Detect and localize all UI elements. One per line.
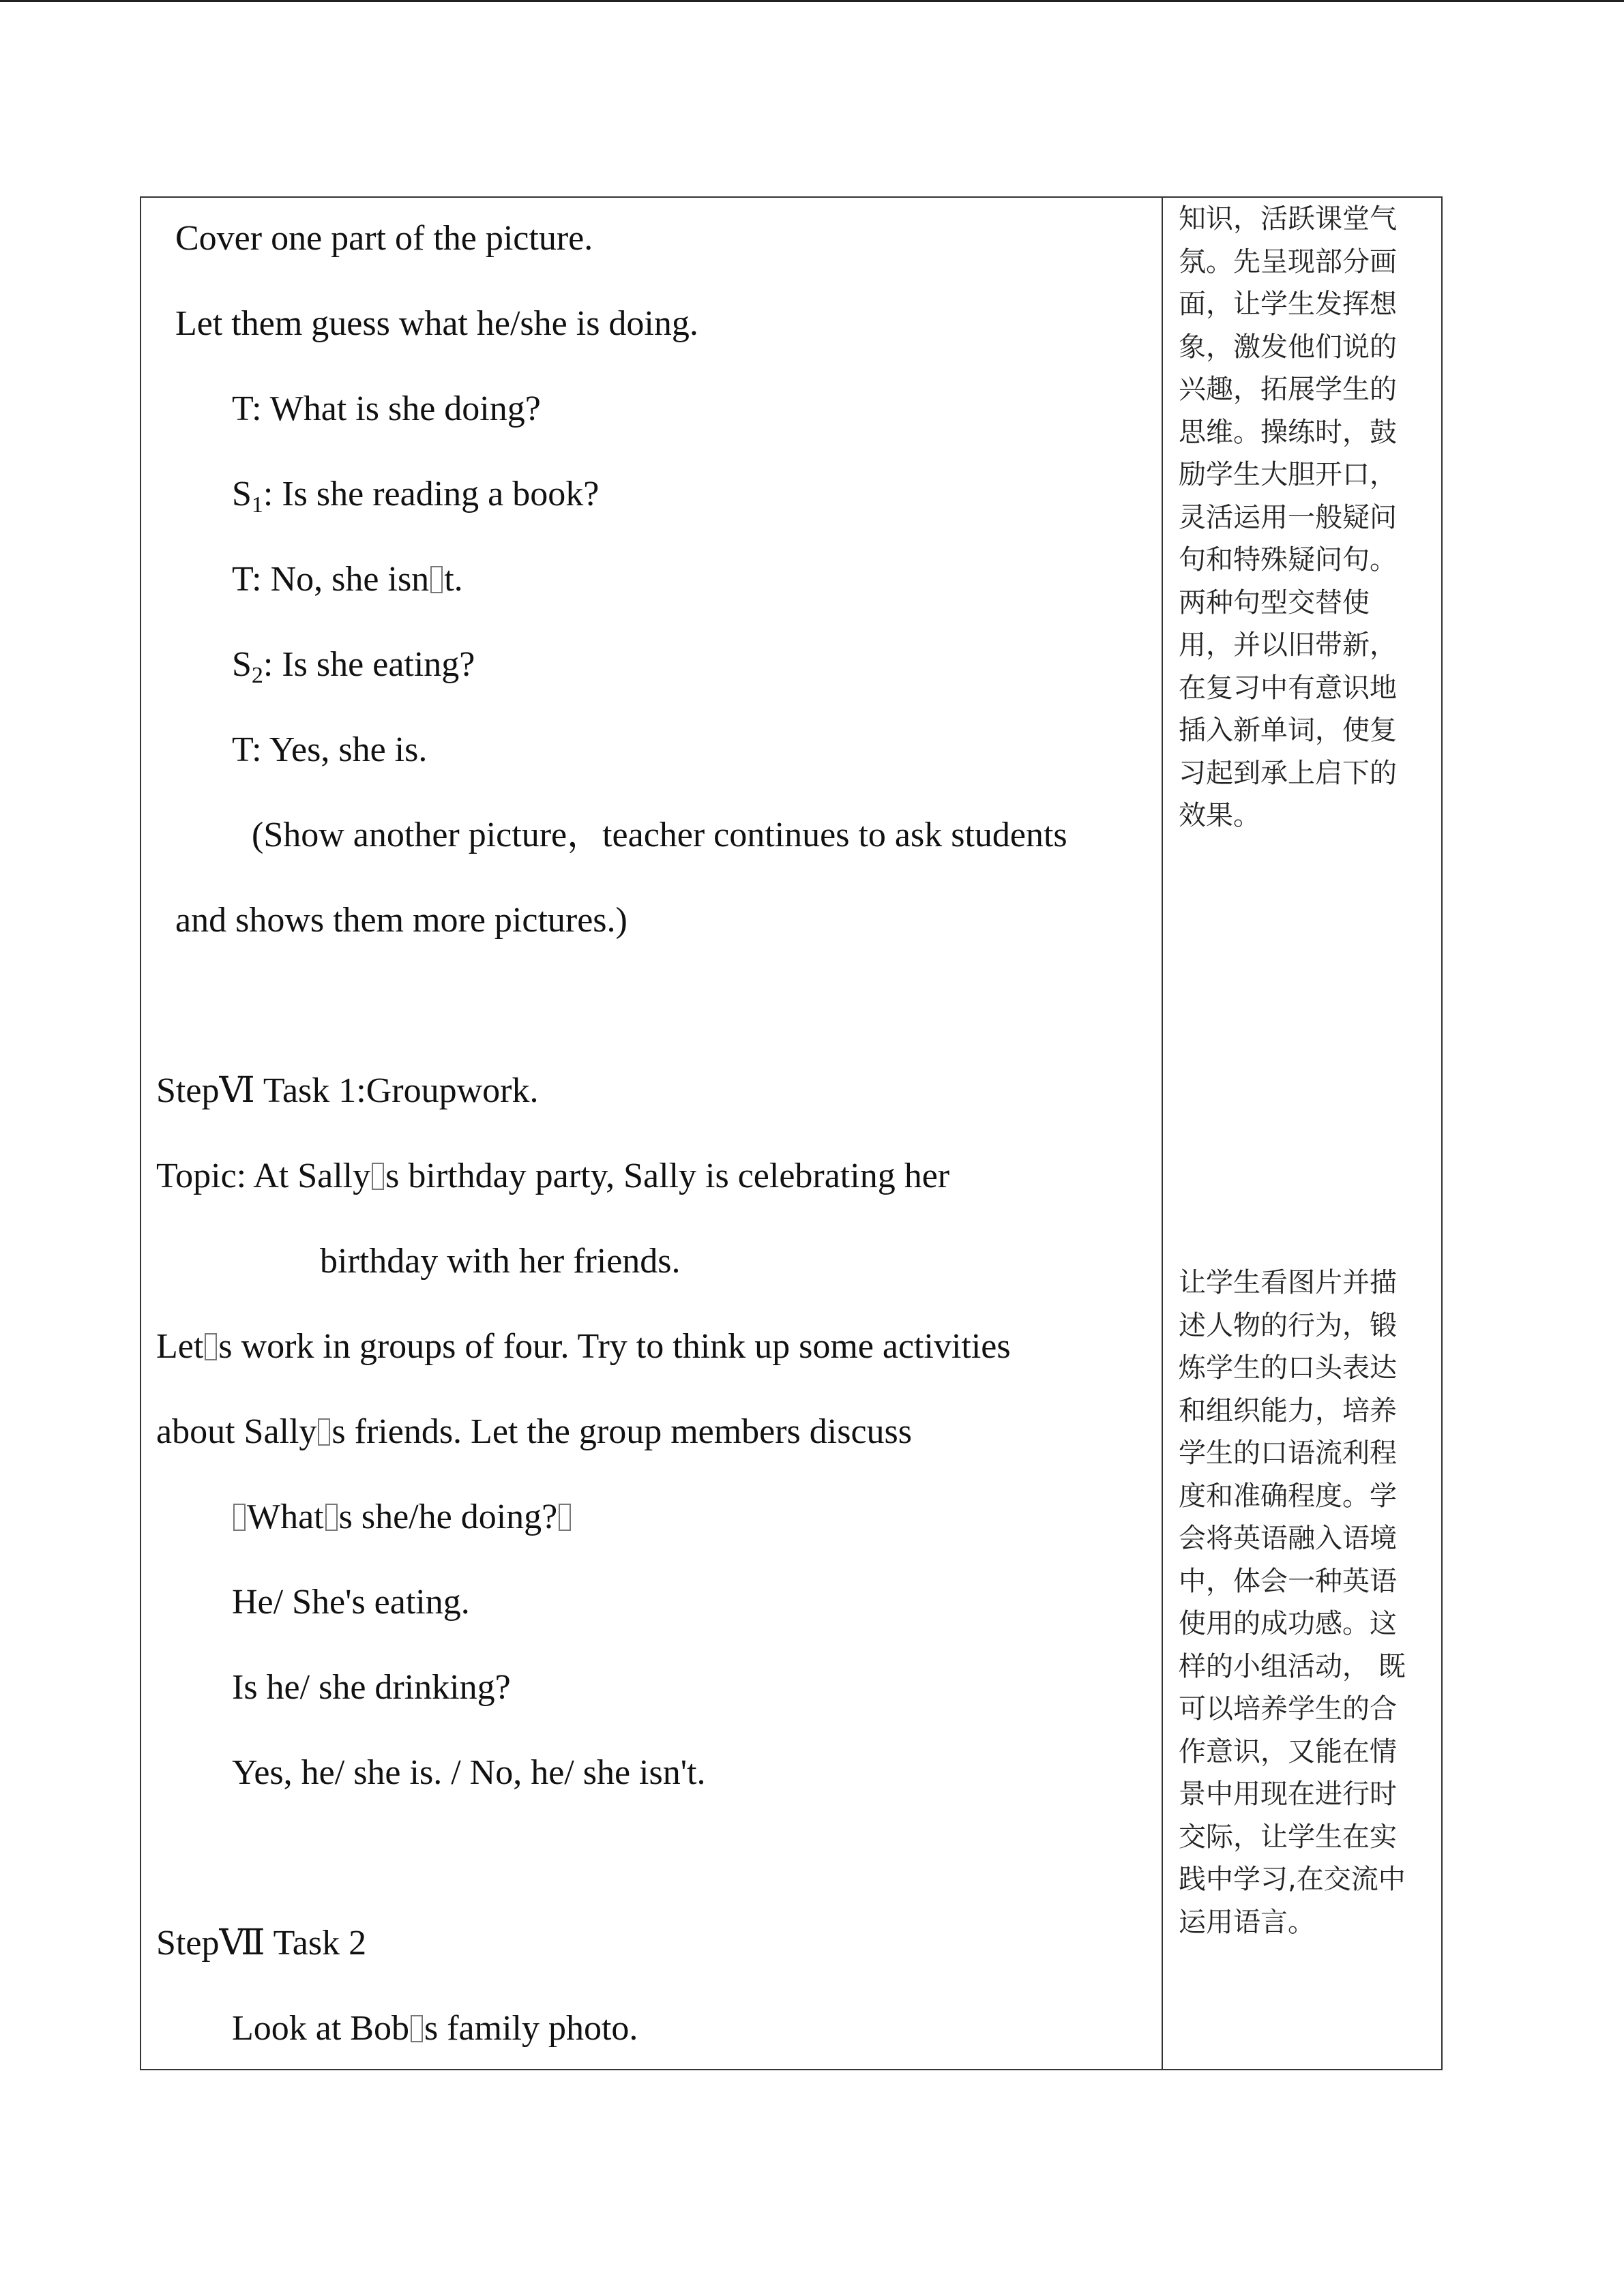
missing-glyph-box	[559, 1504, 571, 1531]
dialog-t3: T: Yes, she is.	[232, 730, 428, 769]
dialog-s1: $S_1$: Is she reading a book?	[232, 475, 600, 518]
step7-heading: StepⅦ Task 2	[156, 1924, 367, 1963]
text-guess: Let them guess what he/she is doing.	[175, 304, 698, 343]
missing-glyph-box	[233, 1504, 246, 1531]
question-line: What s she/he doing?	[232, 1497, 572, 1538]
missing-glyph-box	[411, 2015, 423, 2042]
dialog-s2: $S_2$: Is she eating?	[232, 645, 475, 688]
note-groupwork-purpose: 让学生看图片并描 述人物的行为，锻 炼学生的口头表达 和组织能力，培养 学生的口语流利程 度和准确程度。学 会将英语融入语境 中，体会一种英语 使用的成功感。这 样的小组活动， 既 可以培养学生的合 作意识，又能在情 景中用现在进行时 交际，让学生在实 践中学习,在交流中 运用语言。	[1179, 1267, 1406, 1938]
text-show-more: and shows them more pictures.)	[175, 901, 628, 940]
dialog-t2: T: No, she isn t.	[232, 560, 463, 599]
answer-yes-no: Yes, he/ she is. / No, he/ she isn't.	[232, 1753, 706, 1792]
page-top-border	[0, 0, 1624, 2]
look-line: Look at Bob s family photo.	[232, 2009, 638, 2048]
answer-eating: He/ She's eating.	[232, 1583, 470, 1622]
column-divider	[1162, 198, 1163, 2069]
missing-glyph-box	[430, 566, 443, 593]
question-drinking: Is he/ she drinking?	[232, 1668, 511, 1707]
text-show-another: (Show another picture，teacher continues to ask students	[252, 816, 1067, 854]
about-line: about Sally s friends. Let the group members discuss	[156, 1412, 913, 1451]
text-cover: Cover one part of the picture.	[175, 219, 593, 258]
topic-line-2: birthday with her friends.	[320, 1242, 681, 1281]
dialog-t1: T: What is she doing?	[232, 389, 541, 428]
missing-glyph-box	[325, 1504, 338, 1531]
note-review-purpose: 知识，活跃课堂气 氛。先呈现部分画 面，让学生发挥想 象，激发他们说的 兴趣，拓展学生的 思维。操练时，鼓 励学生大胆开口， 灵活运用一般疑问 句和特殊疑问句。 两种句型交替使 用，并以旧带新， 在复习中有意识地 插入新单词，使复 习起到承上启下的 效果。	[1179, 203, 1397, 831]
missing-glyph-box	[205, 1333, 217, 1360]
lets-work-line: Let s work in groups of four. Try to think up some activities	[156, 1327, 1011, 1366]
missing-glyph-box	[318, 1418, 330, 1446]
missing-glyph-box	[372, 1163, 384, 1190]
topic-line: Topic: At Sally s birthday party, Sally is celebrating her	[156, 1157, 950, 1195]
lesson-plan-table	[140, 196, 1443, 2070]
step6-heading: StepⅥ Task 1:Groupwork.	[156, 1071, 539, 1110]
